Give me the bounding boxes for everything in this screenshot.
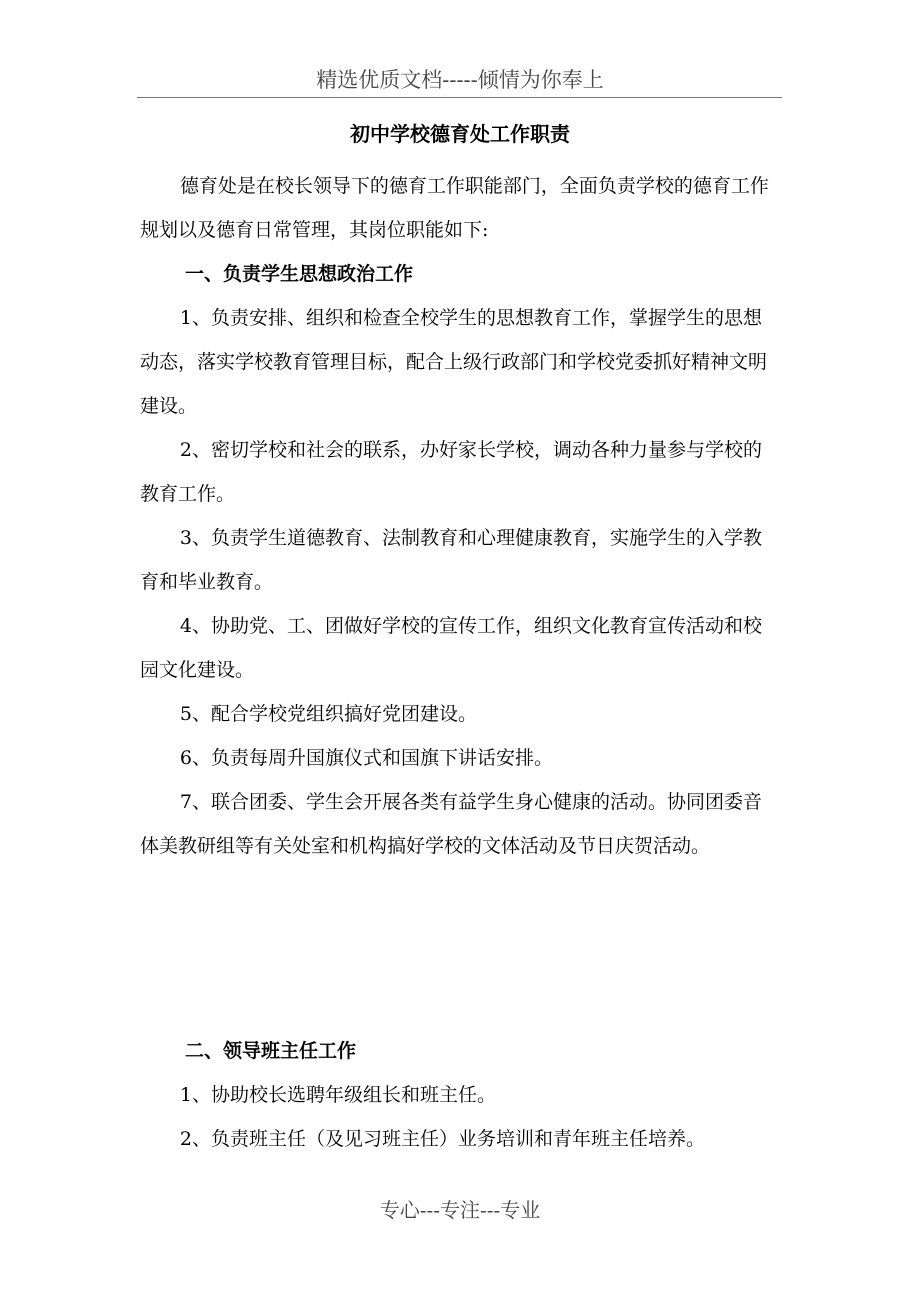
section-1-heading: 一、负责学生思想政治工作: [185, 263, 414, 285]
section-1-item-7: 7、联合团委、学生会开展各类有益学生身心健康的活动。协同团委音体美教研组等有关处室和机构搞好学校的文体活动及节日庆贺活动。: [140, 791, 762, 857]
section-1-item-1: 1、负责安排、组织和检查全校学生的思想教育工作，掌握学生的思想动态，落实学校教育管理目标，配合上级行政部门和学校党委抓好精神文明建设。: [140, 307, 768, 417]
document-body: [140, 164, 780, 868]
page-footer: 专心---专注---专业: [379, 1198, 541, 1222]
intro-paragraph: 德育处是在校长领导下的德育工作职能部门，全面负责学校的德育工作规划以及德育日常管理，其岗位职能如下:: [140, 175, 769, 241]
section-1-item-5: 5、配合学校党组织搞好党团建设。: [179, 703, 477, 725]
document-title: 初中学校德育处工作职责: [350, 122, 570, 146]
section-2-heading: 二、领导班主任工作: [185, 1040, 357, 1062]
header-divider: [137, 97, 782, 98]
section-2-item-2: 2、负责班主任（及见习班主任）业务培训和青年班主任培养。: [179, 1128, 705, 1150]
section-1-item-2: 2、密切学校和社会的联系，办好家长学校，调动各种力量参与学校的教育工作。: [140, 439, 762, 505]
section-1-item-6: 6、负责每周升国旗仪式和国旗下讲话安排。: [179, 747, 553, 769]
section-2-item-1: 1、协助校长选聘年级组长和班主任。: [179, 1084, 496, 1106]
section-1-item-3: 3、负责学生道德教育、法制教育和心理健康教育，实施学生的入学教育和毕业教育。: [140, 527, 762, 593]
section-1-item-4: 4、协助党、工、团做好学校的宣传工作，组织文化教育宣传活动和校园文化建设。: [140, 615, 762, 681]
section-2-block: [140, 1029, 780, 1161]
page-header: 精选优质文档-----倾情为你奉上: [316, 68, 604, 92]
